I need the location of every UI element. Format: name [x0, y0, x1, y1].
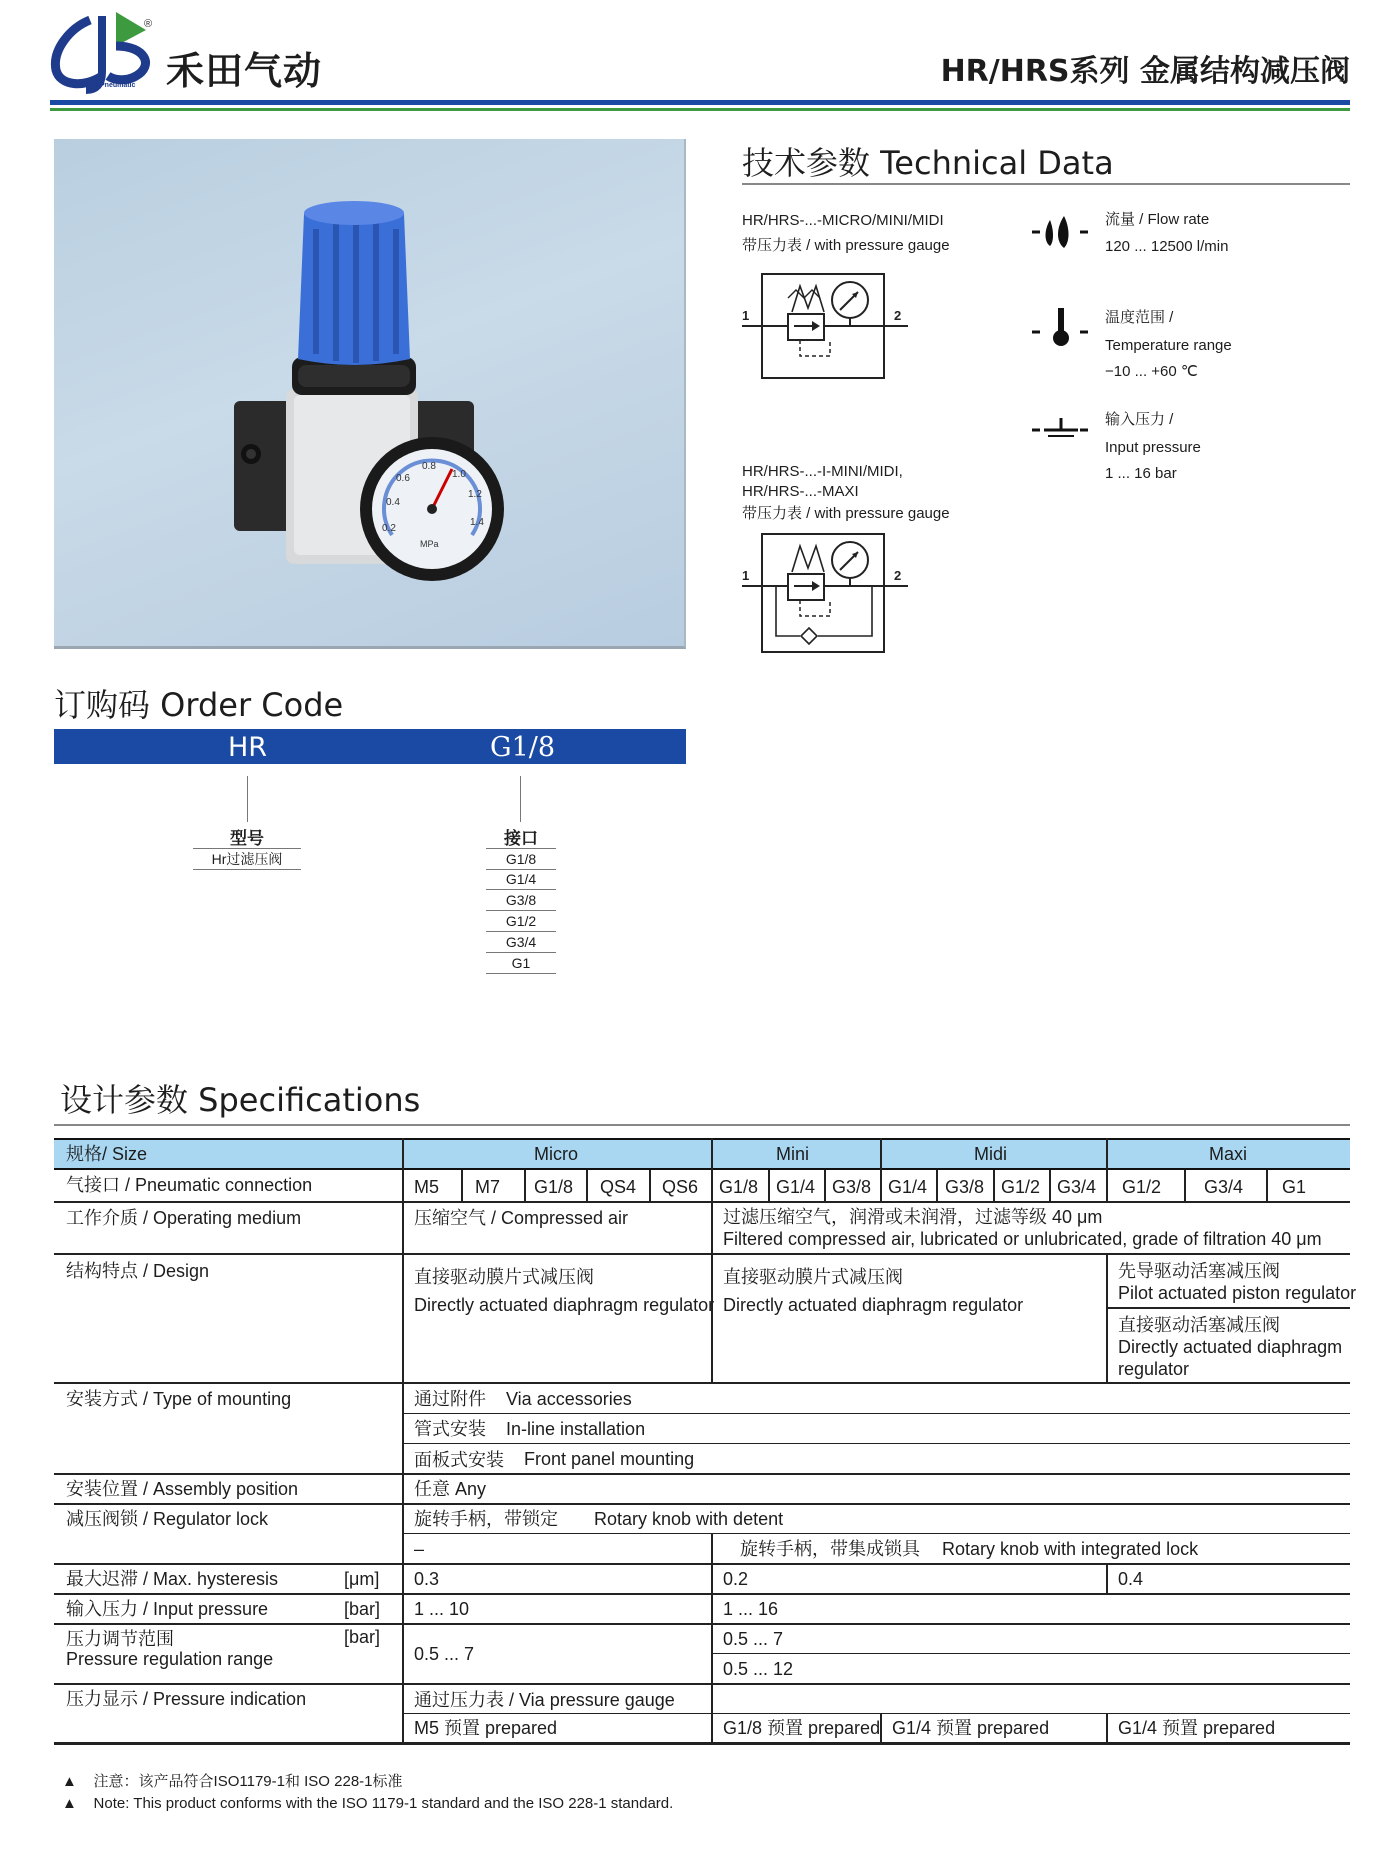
lock-row1-en: Rotary knob with detent — [594, 1509, 784, 1529]
registered-mark: ® — [144, 18, 153, 30]
input-other: 1 ... 16 — [723, 1599, 779, 1619]
design-mid-cn: 直接驱动膜片式减压阀 — [723, 1267, 903, 1287]
port-label: 接口 — [504, 829, 538, 849]
variant2-line1: HR/HRS-...-I-MINI/MIDI, — [742, 463, 903, 480]
lock-row1-cn: 旋转手柄，带锁定 — [414, 1509, 558, 1529]
technical-data-rule — [742, 183, 1350, 185]
hysteresis-label: 最大迟滞 / Max. hysteresis — [66, 1569, 279, 1589]
connection-cell: G1/4 — [888, 1177, 928, 1197]
brand-name-en: HETIAN Pneumatic — [72, 82, 136, 89]
position-value: 任意 Any — [414, 1479, 487, 1499]
indication-label: 压力显示 / Pressure indication — [66, 1689, 307, 1709]
design-mid-en: Directly actuated diaphragm regulator — [723, 1295, 1024, 1315]
note-en — [62, 1795, 673, 1812]
input-label: 输入压力 / Input pressure — [66, 1599, 269, 1619]
connection-cell: G1/8 — [719, 1177, 759, 1197]
connection-cell: QS6 — [662, 1177, 699, 1197]
flow-rate-label: 流量 / Flow rate — [1105, 211, 1210, 228]
medium-label: 工作介质 / Operating medium — [66, 1208, 302, 1228]
port-item: G1 — [486, 953, 556, 974]
specifications-title: 设计参数 Specifications — [60, 1081, 421, 1119]
flow-rate-value: 120 ... 12500 l/min — [1105, 238, 1229, 255]
note-bullet-icon: ▲ — [62, 1773, 77, 1790]
lock-row2-en: Rotary knob with integrated lock — [942, 1539, 1199, 1559]
lock-label: 减压阀锁 / Regulator lock — [66, 1509, 269, 1529]
svg-text:0.4: 0.4 — [386, 497, 400, 508]
design-micro-cn: 直接驱动膜片式减压阀 — [414, 1267, 594, 1287]
connection-cell: G3/8 — [832, 1177, 872, 1197]
temperature-label: 温度范围 / — [1105, 309, 1174, 326]
range-other: 0.5 ... 12 — [723, 1659, 794, 1679]
position-label: 安装位置 / Assembly position — [66, 1479, 299, 1499]
range-label-cn: 压力调节范围 — [66, 1629, 174, 1649]
mounting-cn: 面板式安装 — [414, 1450, 504, 1470]
connection-cell: G3/4 — [1204, 1177, 1244, 1197]
design-maxi2-en2: regulator — [1118, 1359, 1190, 1379]
temperature-value: −10 ... +60 ℃ — [1105, 363, 1198, 380]
range-micro: 0.5 ... 7 — [414, 1644, 475, 1664]
connection-cell: M5 — [414, 1177, 440, 1197]
input-pressure-value: 1 ... 16 bar — [1105, 465, 1177, 482]
specifications-table — [54, 1138, 1357, 1745]
variant1-line2: 带压力表 / with pressure gauge — [742, 237, 950, 254]
mounting-en: In-line installation — [506, 1419, 646, 1439]
input-unit: [bar] — [344, 1599, 381, 1619]
port-item: G1/2 — [486, 911, 556, 932]
medium-other-en: Filtered compressed air, lubricated or unlubricated, grade of filtration 40 μm — [723, 1229, 1322, 1249]
port-item: G3/8 — [486, 890, 556, 911]
mounting-label: 安装方式 / Type of mounting — [66, 1389, 292, 1409]
svg-text:1.0: 1.0 — [452, 469, 466, 480]
range-unit: [bar] — [344, 1627, 381, 1647]
hysteresis-unit: [μm] — [344, 1569, 380, 1589]
mounting-en: Via accessories — [506, 1389, 632, 1409]
design-maxi2-cn: 直接驱动活塞减压阀 — [1118, 1315, 1280, 1335]
medium-other-cn: 过滤压缩空气，润滑或未润滑，过滤等级 40 μm — [723, 1207, 1103, 1227]
header-rule-blue — [50, 100, 1350, 105]
regulator-schematic-relief-icon — [740, 528, 910, 656]
prepared-mini: G1/8 预置 prepared — [723, 1718, 881, 1738]
input-micro: 1 ... 10 — [414, 1599, 470, 1619]
header-rule-green — [50, 108, 1350, 111]
medium-micro: 压缩空气 / Compressed air — [414, 1208, 629, 1228]
note-en-text: Note: This product conforms with the ISO 1179-1 standard and the ISO 228-1 standard. — [93, 1795, 674, 1812]
mounting-cn: 管式安装 — [414, 1419, 486, 1439]
connection-cell: G1/4 — [776, 1177, 816, 1197]
prepared-micro: M5 预置 prepared — [414, 1718, 558, 1738]
model-label: 型号 — [230, 829, 264, 849]
product-photo — [54, 139, 686, 649]
schematic2-port-out: 2 — [894, 568, 902, 583]
design-label: 结构特点 / Design — [66, 1261, 210, 1281]
connection-cell: G3/8 — [945, 1177, 985, 1197]
spec-header-row — [54, 1138, 1350, 1170]
design-maxi2-en1: Directly actuated diaphragm — [1118, 1337, 1343, 1357]
order-code-port: G1/8 — [490, 732, 556, 763]
group-maxi: Maxi — [1209, 1144, 1248, 1164]
connection-cell: G1/8 — [534, 1177, 574, 1197]
model-item: Hr过滤压阀 — [193, 848, 301, 870]
prepared-maxi: G1/4 预置 prepared — [1118, 1718, 1276, 1738]
flow-rate-icon — [1030, 212, 1092, 252]
order-code-model: HR — [228, 732, 268, 763]
variant1-line1: HR/HRS-...-MICRO/MINI/MIDI — [742, 212, 944, 229]
order-code-title: 订购码 Order Code — [54, 686, 344, 724]
regulator-schematic-icon — [740, 268, 910, 383]
mounting-en: Front panel mounting — [524, 1449, 695, 1469]
port-item: G3/4 — [486, 932, 556, 953]
svg-text:1.4: 1.4 — [470, 517, 484, 528]
connection-label: 气接口 / Pneumatic connection — [66, 1175, 313, 1195]
brand-name: 禾田气动 — [166, 49, 323, 93]
order-code-bar — [54, 729, 686, 764]
hysteresis-maxi: 0.4 — [1118, 1569, 1144, 1589]
hysteresis-micro: 0.3 — [414, 1569, 440, 1589]
design-maxi1-en: Pilot actuated piston regulator — [1118, 1283, 1357, 1303]
input-pressure-label: 输入压力 / — [1105, 411, 1174, 428]
connection-cell: G1/2 — [1122, 1177, 1162, 1197]
port-connector-line — [520, 776, 521, 822]
connection-cell: G1 — [1282, 1177, 1307, 1197]
size-label: 规格/ Size — [66, 1144, 148, 1164]
connection-cell: QS4 — [600, 1177, 637, 1197]
group-mini: Mini — [776, 1144, 810, 1164]
lock-row2-cn: 旋转手柄，带集成锁具 — [740, 1539, 920, 1559]
port-item: G1/4 — [486, 869, 556, 890]
note-cn-text: 注意：该产品符合ISO1179-1和 ISO 228-1标准 — [93, 1773, 403, 1790]
schematic1-port-in: 1 — [742, 308, 750, 323]
temperature-label-en: Temperature range — [1105, 337, 1232, 354]
mounting-cn: 通过附件 — [414, 1389, 486, 1409]
note-cn — [62, 1770, 403, 1791]
variant2-line2: HR/HRS-...-MAXI — [742, 483, 859, 500]
schematic1-port-out: 2 — [894, 308, 902, 323]
design-micro-en: Directly actuated diaphragm regulator — [414, 1295, 715, 1315]
temperature-icon — [1030, 306, 1092, 348]
svg-text:0.2: 0.2 — [382, 523, 396, 534]
svg-text:1.2: 1.2 — [468, 489, 482, 500]
note-bullet-icon: ▲ — [62, 1795, 77, 1812]
svg-text:MPa: MPa — [420, 539, 439, 549]
range-other: 0.5 ... 7 — [723, 1629, 784, 1649]
technical-data-title: 技术参数 Technical Data — [742, 144, 1114, 182]
group-midi: Midi — [974, 1144, 1008, 1164]
connection-cell: G3/4 — [1057, 1177, 1097, 1197]
input-pressure-icon — [1030, 414, 1092, 444]
schematic2-port-in: 1 — [742, 568, 750, 583]
specifications-rule — [54, 1124, 1350, 1126]
indication-value: 通过压力表 / Via pressure gauge — [414, 1690, 675, 1710]
range-label-en: Pressure regulation range — [66, 1649, 274, 1669]
document-title: HR/HRS系列 金属结构减压阀 — [940, 54, 1350, 89]
connection-cell: M7 — [475, 1177, 501, 1197]
design-maxi1-cn: 先导驱动活塞减压阀 — [1118, 1261, 1280, 1281]
lock-row2-micro: – — [414, 1539, 425, 1559]
svg-text:0.6: 0.6 — [396, 473, 410, 484]
model-connector-line — [247, 776, 248, 822]
port-item: G1/8 — [486, 848, 556, 870]
variant2-line3: 带压力表 / with pressure gauge — [742, 505, 950, 522]
connection-cell: G1/2 — [1001, 1177, 1041, 1197]
input-pressure-label-en: Input pressure — [1105, 439, 1201, 456]
prepared-midi: G1/4 预置 prepared — [892, 1718, 1050, 1738]
group-micro: Micro — [534, 1144, 578, 1164]
svg-text:0.8: 0.8 — [422, 461, 436, 472]
hysteresis-mid: 0.2 — [723, 1569, 749, 1589]
